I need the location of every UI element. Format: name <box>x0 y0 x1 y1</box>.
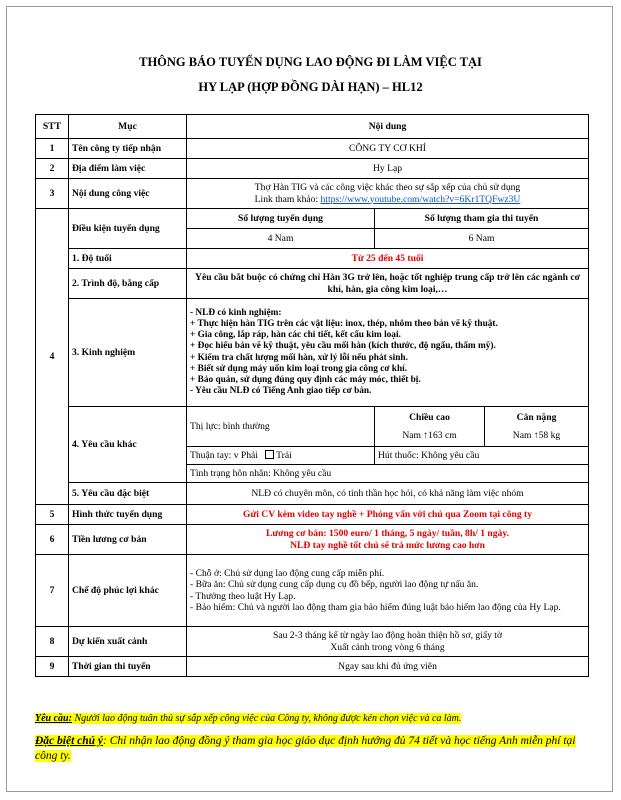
table-row <box>36 209 589 229</box>
row-label: Nội dung công việc <box>69 179 187 209</box>
checkbox-icon <box>265 450 274 459</box>
age-requirement: Từ 25 đến 45 tuổi <box>187 249 589 269</box>
header-noi-dung: Nội dung <box>187 115 589 139</box>
education-requirement: Yêu cầu bắt buộc có chứng chỉ Hàn 3G trở lên, hoặc tốt nghiệp trung cấp trở lên các ngành cơ khí, hàn, gia công kim loại,… <box>187 269 589 299</box>
quota-header: Số lượng tuyển dụng <box>187 209 375 229</box>
benefit-line: - Bảo hiểm: Chủ và người lao động tham gia bảo hiểm đúng luật bảo hiểm lao động của Hy Lạp. <box>190 602 561 613</box>
departure-line: Xuất cảnh trong vòng 6 tháng <box>330 641 445 653</box>
row-label: Thời gian thi tuyển <box>69 657 187 677</box>
table-row <box>36 627 589 657</box>
table-header-row <box>36 115 589 139</box>
table-row <box>36 525 589 555</box>
row-label: Hình thức tuyển dụng <box>69 505 187 525</box>
row-label: 1. Độ tuổi <box>69 249 187 269</box>
height-value: Nam ↑163 cm <box>402 429 457 441</box>
row-label: Chế độ phúc lợi khác <box>69 555 187 627</box>
handedness-right: Thuận tay: v Phải <box>190 449 258 461</box>
salary-line: Lương cơ bản: 1500 euro/ 1 tháng, 5 ngày/ tuần, 8h/ 1 ngày. <box>265 528 510 539</box>
experience-list <box>187 299 589 407</box>
table-row <box>36 249 589 269</box>
note-requirement-text: Người lao động tuân thủ sự sắp xếp công việc của Công ty, không được kén chọn việc và ca làm. <box>71 713 462 724</box>
benefit-line: - Bữa ăn: Chủ sử dụng cung cấp dụng cụ đồ bếp, người lao động tự nấu ăn. <box>190 579 479 590</box>
row-label: 4. Yêu cầu khác <box>69 407 187 483</box>
handedness-left: Trái <box>276 449 292 461</box>
weight-cell <box>485 407 589 447</box>
row-stt: 9 <box>36 657 69 677</box>
recruitment-table <box>35 114 589 677</box>
header-muc: Mục <box>69 115 187 139</box>
job-description-text: Thợ Hàn TIG và các công việc khác theo sự sắp xếp của chủ sử dụng <box>254 182 521 193</box>
table-row <box>36 407 589 447</box>
exam-time: Ngay sau khi đủ ứng viên <box>187 657 589 677</box>
experience-line: + Gia công, lắp ráp, hàn các chi tiết, kết cấu kim loại. <box>190 330 401 341</box>
smoking: Hút thuốc: Không yêu cầu <box>375 447 589 465</box>
departure <box>187 627 589 657</box>
experience-line: - Yêu cầu NLĐ có Tiếng Anh giao tiếp cơ bản. <box>190 385 372 396</box>
eyesight: Thị lực: bình thường <box>187 407 375 447</box>
reference-link-line <box>190 194 585 206</box>
benefit-line: - Chỗ ở: Chủ sử dụng lao động cung cấp miễn phí. <box>190 567 385 579</box>
job-description <box>187 179 589 209</box>
table-row <box>36 179 589 209</box>
row-stt: 3 <box>36 179 69 209</box>
benefit-line: - Thưởng theo luật Hy Lạp. <box>190 590 296 602</box>
experience-line: + Kiểm tra chất lượng mối hàn, xử lý lỗi nếu phát sinh. <box>190 352 408 363</box>
row-stt: 7 <box>36 555 69 627</box>
quota-value: 4 Nam <box>187 229 375 249</box>
note-special-text: : Chỉ nhận lao động đồng ý tham gia học giáo dục định hướng đủ 74 tiết và học tiếng Anh miễn phí tại công ty. <box>35 735 576 762</box>
header-stt: STT <box>36 115 69 139</box>
doc-title-line1: THÔNG BÁO TUYỂN DỤNG LAO ĐỘNG ĐI LÀM VIỆC TẠI <box>139 55 482 69</box>
row-stt: 6 <box>36 525 69 555</box>
row-label: Tên công ty tiếp nhận <box>69 139 187 159</box>
row-label: Dự kiến xuất cảnh <box>69 627 187 657</box>
experience-line: + Đọc hiểu bản vẽ kỹ thuật, yêu cầu mối hàn (kích thước, độ ngấu, thẩm mỹ). <box>190 341 496 352</box>
table-row <box>36 139 589 159</box>
row-label: Địa điểm làm việc <box>69 159 187 179</box>
experience-line: - NLĐ có kinh nghiệm: <box>190 307 282 318</box>
row-stt: 1 <box>36 139 69 159</box>
reference-link[interactable]: https://www.youtube.com/watch?v=6Kr1TQFwz3U <box>320 193 521 205</box>
row-stt: 2 <box>36 159 69 179</box>
table-row <box>36 555 589 627</box>
table-row <box>36 299 589 407</box>
note-requirement <box>35 712 461 725</box>
experience-line: + Bảo quản, sử dụng đúng quy định các máy móc, thiết bị. <box>190 374 421 385</box>
weight-label: Cân nặng <box>516 412 557 423</box>
table-row <box>36 159 589 179</box>
handedness <box>187 447 375 465</box>
experience-line: + Thực hiện hàn TIG trên các vật liệu: inox, thép, nhôm theo bản vẽ kỹ thuật. <box>190 319 498 330</box>
link-prefix: Link tham khảo: <box>254 193 321 205</box>
table-row <box>36 505 589 525</box>
note-requirement-label: Yêu cầu: <box>35 713 72 724</box>
row-stt: 8 <box>36 627 69 657</box>
height-label: Chiều cao <box>409 412 450 423</box>
row-label: Điều kiện tuyển dụng <box>69 209 187 249</box>
experience-line: + Biết sử dụng máy uốn kim loại trong gia công cơ khí. <box>190 363 408 374</box>
candidates-value: 6 Nam <box>375 229 589 249</box>
row-label: Tiền lương cơ bản <box>69 525 187 555</box>
table-row <box>36 657 589 677</box>
salary-note: NLĐ tay nghề tốt chủ sẽ trả mức lương cao hơn <box>290 539 485 551</box>
benefits-list <box>187 555 589 627</box>
table-row <box>36 269 589 299</box>
weight-value: Nam ↑58 kg <box>512 429 561 441</box>
note-special-label: Đặc biệt chú ý <box>35 735 104 747</box>
height-cell <box>375 407 485 447</box>
work-location: Hy Lạp <box>187 159 589 179</box>
row-stt: 4 <box>36 209 69 505</box>
note-special <box>35 734 595 763</box>
company-name: CÔNG TY CƠ KHÍ <box>187 139 589 159</box>
row-label: 3. Kinh nghiệm <box>69 299 187 407</box>
departure-line: Sau 2-3 tháng kể từ ngày lao động hoàn thiện hồ sơ, giấy tờ <box>272 630 503 641</box>
row-label: 2. Trình độ, bằng cấp <box>69 269 187 299</box>
row-label: 5. Yêu cầu đặc biệt <box>69 483 187 505</box>
marital-status: Tình trạng hôn nhân: Không yêu cầu <box>187 465 589 483</box>
special-requirement: NLĐ có chuyên môn, có tinh thần học hỏi, có khả năng làm việc nhóm <box>187 483 589 505</box>
table-row <box>36 483 589 505</box>
candidates-header: Số lượng tham gia thi tuyển <box>375 209 589 229</box>
salary <box>187 525 589 555</box>
recruitment-method: Gửi CV kèm video tay nghề + Phỏng vấn với chủ qua Zoom tại công ty <box>187 505 589 525</box>
doc-title-line2: HY LẠP (HỢP ĐỒNG DÀI HẠN) – HL12 <box>198 80 423 94</box>
row-stt: 5 <box>36 505 69 525</box>
